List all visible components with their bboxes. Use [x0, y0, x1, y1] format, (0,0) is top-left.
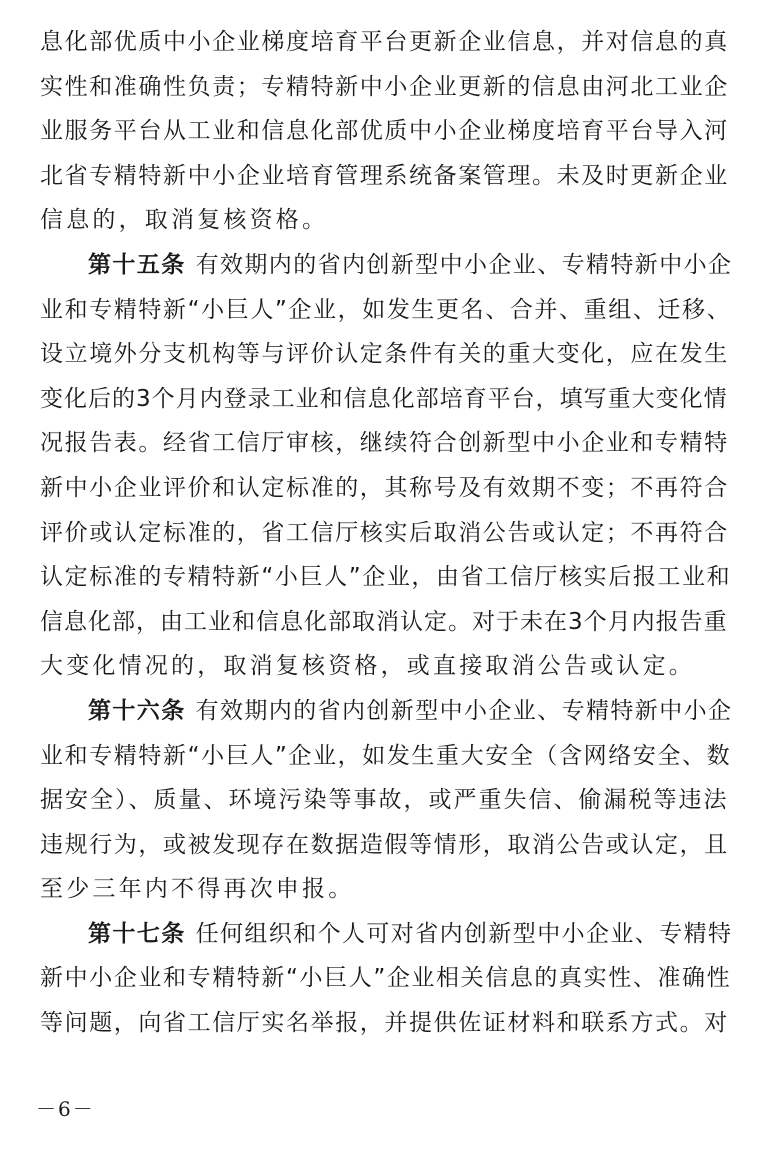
article-number: 第十六条	[88, 697, 186, 724]
page-number: －6－	[36, 1097, 95, 1121]
text-line: 信息的，取消复核资格。	[40, 207, 329, 234]
text-line: 设立境外分支机构等与评价认定条件有关的重大变化，应在发生	[40, 341, 729, 368]
text-line: 变化后的3个月内登录工业和信息化部培育平台，填写重大变化情	[40, 385, 728, 412]
text-line: 有效期内的省内创新型中小企业、专精特新中小企	[195, 251, 733, 278]
text-line: 大变化情况的，取消复核资格，或直接取消公告或认定。	[40, 653, 695, 680]
article-17	[40, 912, 732, 1046]
text-line: 业和专精特新“小巨人”企业，如发生更名、合并、重组、迁移、	[40, 296, 732, 323]
text-line: 违规行为，或被发现存在数据造假等情形，取消公告或认定，且	[40, 831, 729, 858]
article-15	[40, 243, 732, 689]
text-line: 况报告表。经省工信厅审核，继续符合创新型中小企业和专精特	[40, 430, 729, 457]
text-line: 至少三年内不得再次申报。	[40, 876, 355, 903]
text-line: 业和专精特新“小巨人”企业，如发生重大安全（含网络安全、数	[40, 742, 732, 769]
text-line: 新中小企业和专精特新“小巨人”企业相关信息的真实性、准确性	[40, 965, 732, 992]
article-first-line	[40, 243, 732, 288]
text-line: 业服务平台从工业和信息化部优质中小企业梯度培育平台导入河	[40, 118, 729, 145]
paragraph-continued	[40, 20, 732, 243]
document-body	[40, 20, 732, 1046]
text-line: 有效期内的省内创新型中小企业、专精特新中小企	[195, 697, 733, 724]
text-line: 评价或认定标准的，省工信厅核实后取消公告或认定；不再符合	[40, 519, 729, 546]
text-line: 北省专精特新中小企业培育管理系统备案管理。未及时更新企业	[40, 162, 729, 189]
text-line: 等问题，向省工信厅实名举报，并提供佐证材料和联系方式。对	[40, 1010, 729, 1037]
text-line: 认定标准的专精特新“小巨人”企业，由省工信厅核实后报工业和	[40, 564, 732, 591]
article-first-line	[40, 912, 732, 957]
text-line: 据安全）、质量、环境污染等事故，或严重失信、偷漏税等违法	[40, 787, 729, 814]
text-line: 息化部优质中小企业梯度培育平台更新企业信息，并对信息的真	[40, 29, 729, 55]
article-first-line	[40, 689, 732, 734]
text-line: 新中小企业评价和认定标准的，其称号及有效期不变；不再符合	[40, 474, 729, 501]
article-16	[40, 689, 732, 912]
article-number: 第十七条	[88, 920, 186, 947]
text-line: 实性和准确性负责；专精特新中小企业更新的信息由河北工业企	[40, 73, 729, 100]
article-number: 第十五条	[88, 251, 186, 278]
text-line: 信息化部，由工业和信息化部取消认定。对于未在3个月内报告重	[40, 608, 728, 635]
text-line: 任何组织和个人可对省内创新型中小企业、专精特	[195, 920, 733, 947]
